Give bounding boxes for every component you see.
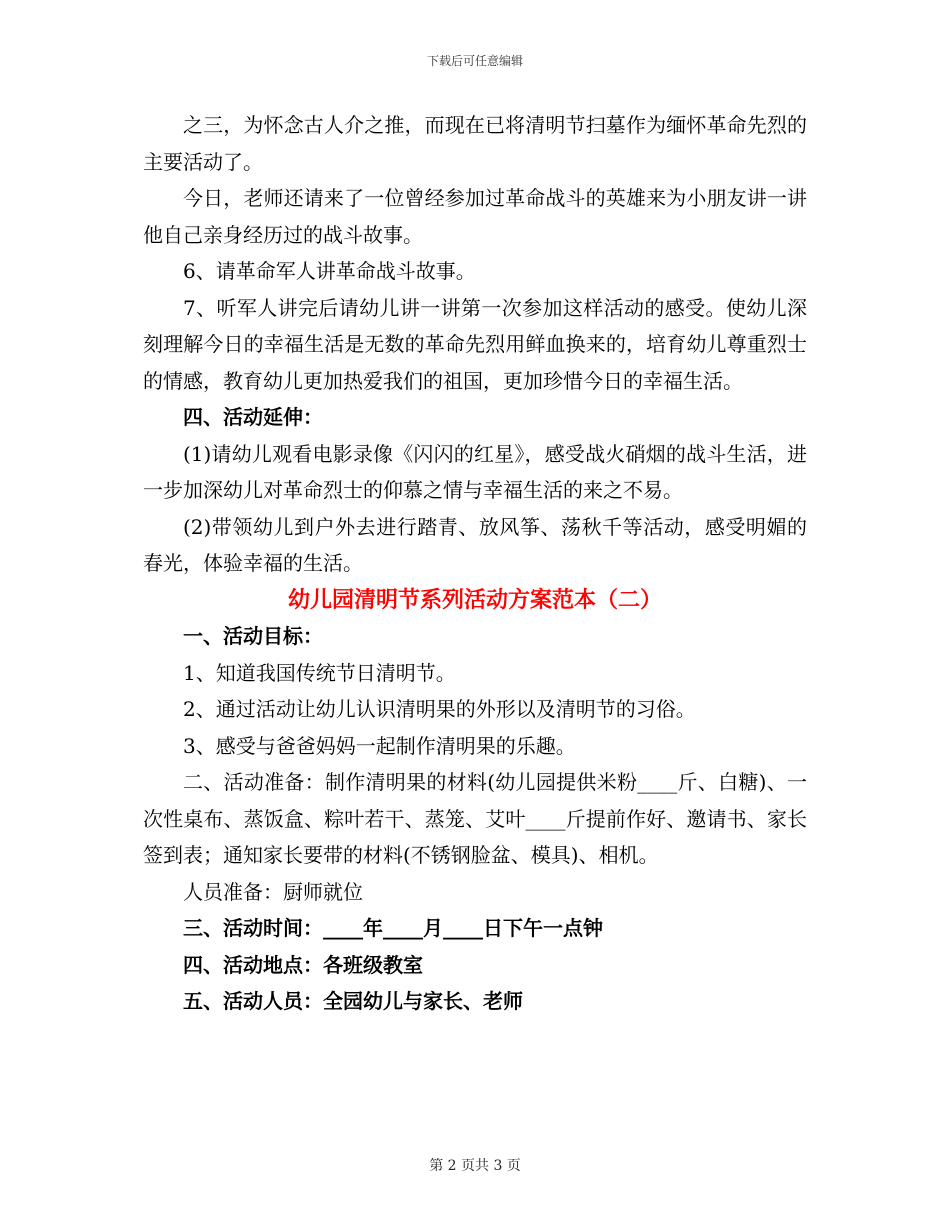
page-header: 下载后可任意编辑 bbox=[426, 54, 523, 68]
paragraph-step-7: 7、听军人讲完后请幼儿讲一讲第一次参加这样活动的感受。使幼儿深刻理解今日的幸福生活是无数的革命先烈用鲜血换来的，培育幼儿尊重烈士的情感，教育幼儿更加热爱我们的祖国，更加珍惜今日的幸福生活。 bbox=[143, 295, 807, 393]
document-title: 幼儿园清明节系列活动方案范本（二） bbox=[287, 586, 662, 613]
document-body bbox=[143, 107, 807, 1020]
paragraph-extension-2: (2)带领幼儿到户外去进行踏青、放风筝、荡秋千等活动，感受明媚的春光，体验幸福的生活。 bbox=[143, 514, 807, 575]
paragraph-extension-1: (1)请幼儿观看电影录像《闪闪的红星》，感受战火硝烟的战斗生活，进一步加深幼儿对革命烈士的仰慕之情与幸福生活的来之不易。 bbox=[143, 441, 807, 502]
section-heading-extension: 四、活动延伸： bbox=[183, 405, 323, 429]
section-heading-goals: 一、活动目标： bbox=[183, 624, 323, 648]
paragraph-hero-story: 今日，老师还请来了一位曾经参加过革命战斗的英雄来为小朋友讲一讲他自己亲身经历过的战斗故事。 bbox=[143, 186, 807, 247]
section-heading-participants: 五、活动人员：全园幼儿与家长、老师 bbox=[183, 989, 523, 1013]
page-footer: 第 2 页共 3 页 bbox=[429, 1158, 521, 1174]
paragraph-preparation: 二、活动准备：制作清明果的材料(幼儿园提供米粉____斤、白糖)、一次性桌布、蒸饭盒、粽叶若干、蒸笼、艾叶____斤提前作好、邀请书、家长签到表；通知家长要带的材料(不锈钢脸盆、模具)、相机。 bbox=[143, 770, 807, 867]
paragraph-goal-2: 2、通过活动让幼儿认识清明果的外形以及清明节的习俗。 bbox=[183, 697, 696, 721]
paragraph-goal-3: 3、感受与爸爸妈妈一起制作清明果的乐趣。 bbox=[183, 733, 576, 758]
section-heading-time: 三、活动时间：____年____月____日下午一点钟 bbox=[183, 916, 603, 940]
paragraph-step-6: 6、请革命军人讲革命战斗故事。 bbox=[183, 259, 476, 283]
paragraph-goal-1: 1、知道我国传统节日清明节。 bbox=[183, 660, 456, 685]
paragraph-staff-preparation: 人员准备：厨师就位 bbox=[183, 879, 363, 904]
section-heading-location: 四、活动地点：各班级教室 bbox=[183, 952, 423, 977]
paragraph-qingming-origin: 之三，为怀念古人介之推，而现在已将清明节扫墓作为缅怀革命先烈的主要活动了。 bbox=[143, 113, 807, 174]
